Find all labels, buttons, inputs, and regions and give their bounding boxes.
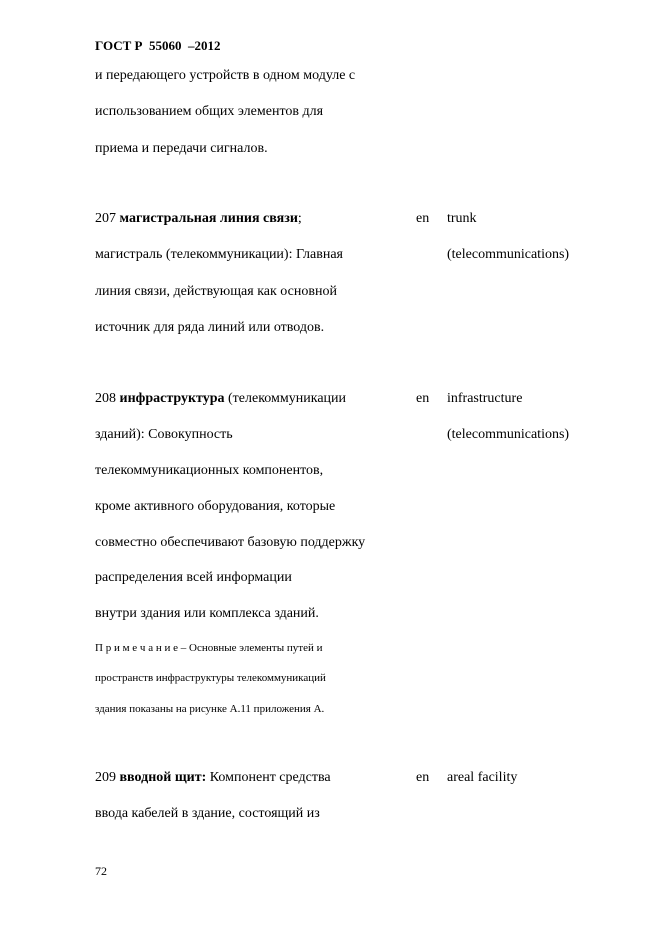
definition-line: ввода кабелей в здание, состоящий из (95, 806, 320, 821)
note-line: П р и м е ч а н и е – Основные элементы путей и (95, 642, 323, 654)
text-line: приема и передачи сигналов. (95, 141, 268, 156)
definition-line: линия связи, действующая как основной (95, 284, 337, 299)
definition-line: магистраль (телекоммуникации): Главная (95, 247, 343, 262)
definition-line: зданий): Совокупность (95, 427, 233, 442)
document-header: ГОСТ Р 55060 –2012 (95, 38, 221, 53)
english-equivalent: (telecommunications) (447, 427, 570, 442)
term-name: магистральная линия связи (119, 211, 298, 226)
text-line: использованием общих элементов для (95, 104, 324, 119)
definition-line: кроме активного оборудования, которые (95, 499, 336, 514)
definition-line: совместно обеспечивают базовую поддержку (95, 535, 366, 550)
term-tail: Компонент средства (206, 770, 331, 785)
english-equivalent: (telecommunications) (447, 247, 570, 262)
english-equivalent: infrastructure (447, 391, 523, 406)
term-207-heading (95, 211, 302, 227)
page-number: 72 (95, 864, 107, 878)
text-line: и передающего устройств в одном модуле с (95, 68, 356, 83)
english-equivalent: trunk (447, 211, 477, 226)
term-number: 209 (95, 770, 120, 785)
term-208-heading (95, 391, 346, 407)
term-209-heading (95, 770, 331, 786)
term-tail: ; (297, 211, 302, 226)
term-name: вводной щит: (119, 770, 207, 785)
definition-line: телекоммуникационных компонентов, (95, 463, 324, 478)
language-code: en (416, 770, 430, 785)
term-tail: (телекоммуникации (224, 391, 347, 406)
definition-line: внутри здания или комплекса зданий. (95, 606, 319, 621)
term-name: инфраструктура (119, 391, 225, 406)
note-line: пространств инфраструктуры телекоммуникаций (95, 672, 326, 684)
note-line: здания показаны на рисунке А.11 приложения А. (95, 703, 325, 715)
language-code: en (416, 211, 430, 226)
language-code: en (416, 391, 430, 406)
term-number: 207 (95, 211, 120, 226)
english-equivalent: areal facility (447, 770, 518, 785)
term-number: 208 (95, 391, 120, 406)
definition-line: распределения всей информации (95, 570, 292, 585)
definition-line: источник для ряда линий или отводов. (95, 320, 325, 335)
